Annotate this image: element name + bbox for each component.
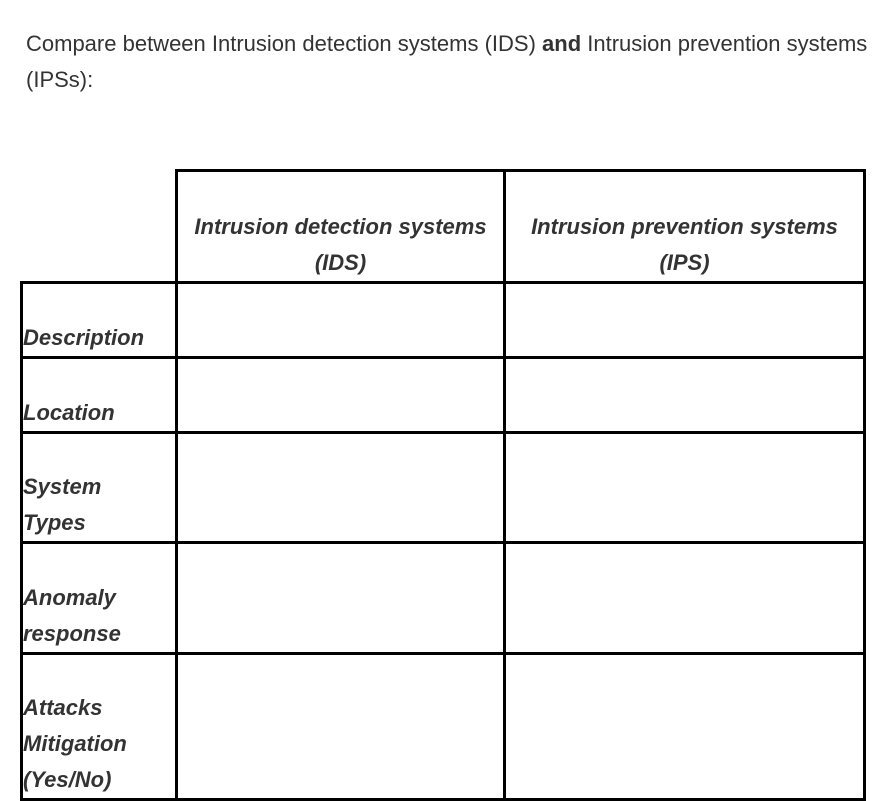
table-row (22, 283, 865, 358)
cell-location-ids (177, 358, 505, 433)
cell-system-types-ips (505, 433, 865, 543)
question-bold-word: and (542, 31, 582, 56)
column-header-ids: Intrusion detection systems (IDS) (177, 171, 505, 283)
cell-description-ips (505, 283, 865, 358)
row-header-anomaly-response: Anomaly response (22, 543, 177, 654)
question-part2: Intrusion prevention systems (IPSs): (26, 31, 868, 92)
column-header-ips: Intrusion prevention systems (IPS) (505, 171, 865, 283)
table-header-row (22, 171, 865, 283)
cell-anomaly-response-ips (505, 543, 865, 654)
cell-attacks-mitigation-ids (177, 654, 505, 800)
cell-location-ips (505, 358, 865, 433)
table-row (22, 433, 865, 543)
row-header-description: Description (22, 283, 177, 358)
table-row (22, 654, 865, 800)
cell-anomaly-response-ids (177, 543, 505, 654)
cell-attacks-mitigation-ips (505, 654, 865, 800)
row-header-location: Location (22, 358, 177, 433)
row-header-attacks-mitigation: Attacks Mitigation (Yes/No) (22, 654, 177, 800)
cell-description-ids (177, 283, 505, 358)
cell-system-types-ids (177, 433, 505, 543)
table-corner-blank (22, 171, 177, 283)
row-header-system-types: System Types (22, 433, 177, 543)
table-row (22, 358, 865, 433)
question-part1: Compare between Intrusion detection systems (IDS) (26, 31, 536, 56)
comparison-table (20, 169, 866, 801)
question-text (26, 26, 876, 98)
table-row (22, 543, 865, 654)
